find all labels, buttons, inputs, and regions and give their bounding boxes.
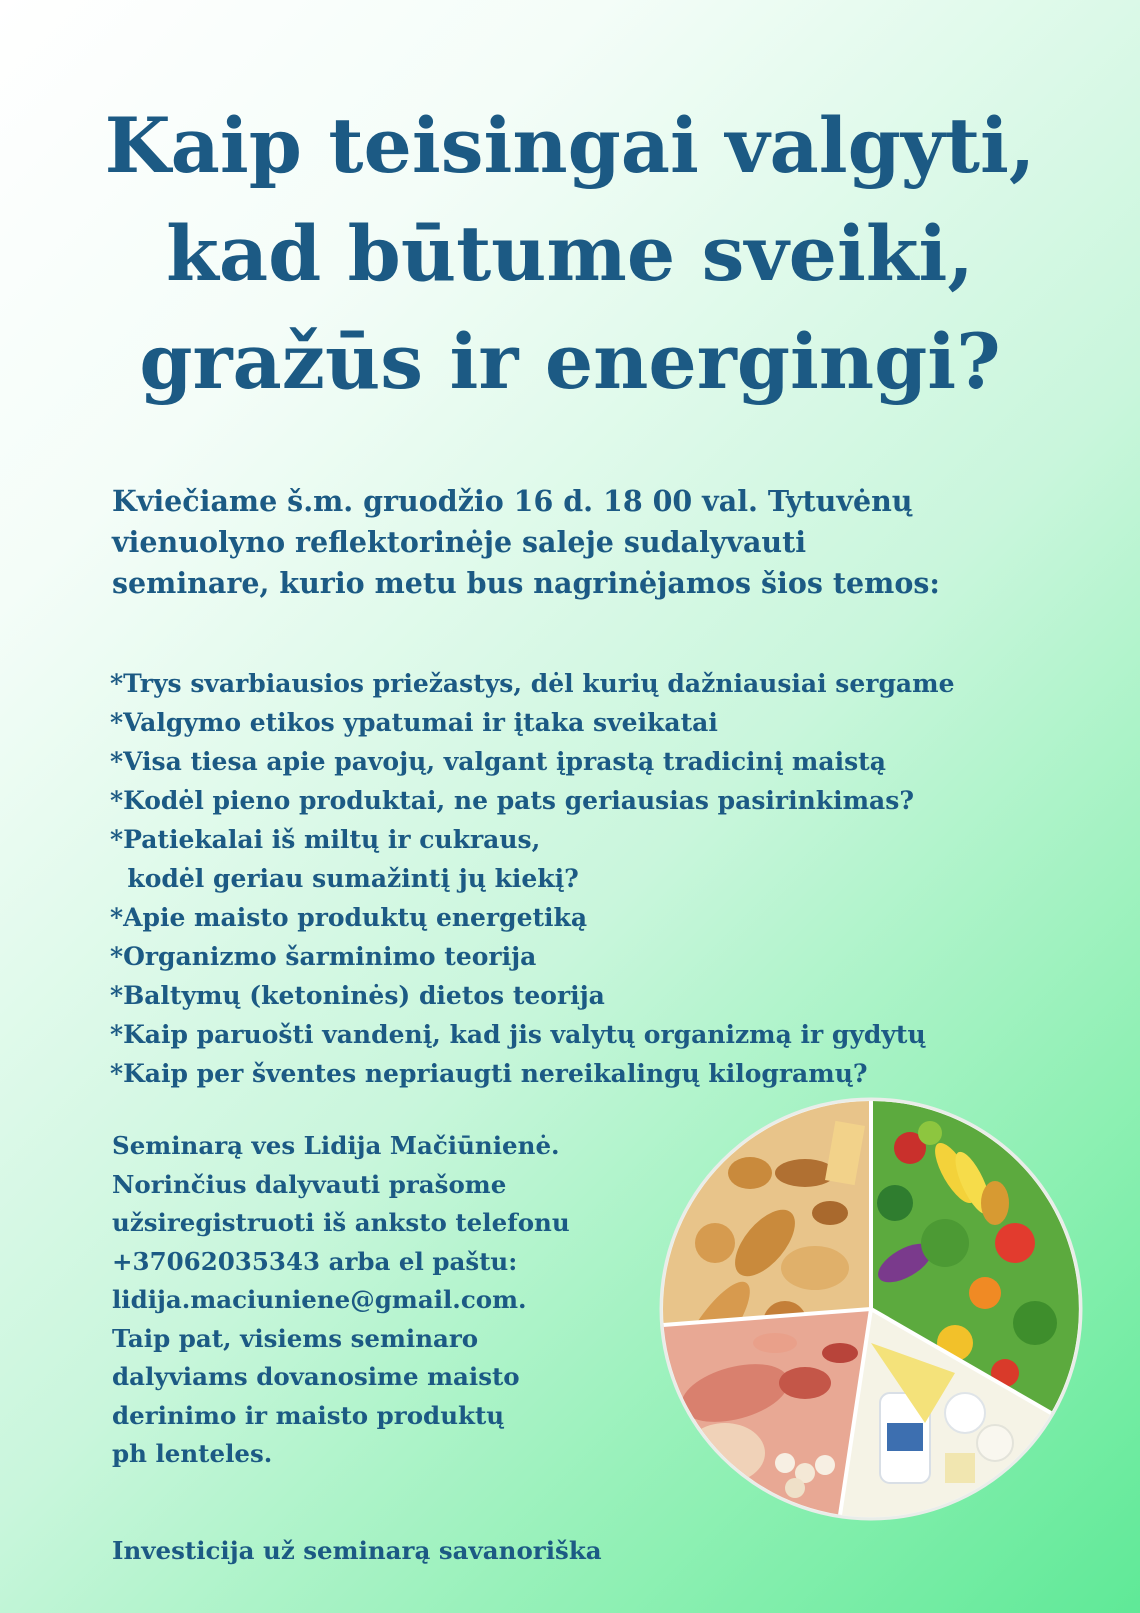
email-line: lidija.maciuniene@gmail.com. xyxy=(112,1285,527,1314)
intro-line: Kviečiame š.m. gruodžio 16 d. 18 00 val. Tytuvėnų xyxy=(112,484,913,518)
phone-line: +37062035343 arba el paštu: xyxy=(112,1246,518,1276)
title-line: Kaip teisingai valgyti, xyxy=(104,101,1036,190)
info-line: Norinčius dalyvauti prašome xyxy=(112,1169,507,1199)
poster-title xyxy=(0,92,1140,416)
topic-item: *Kaip paruošti vandenį, kad jis valytų organizmą ir gydytų xyxy=(110,1020,926,1049)
topic-item: *Apie maisto produktų energetiką xyxy=(110,903,588,932)
topic-item: *Trys svarbiausios priežastys, dėl kurių dažniausiai sergame xyxy=(110,669,955,698)
food-plate-illustration xyxy=(655,1093,1087,1525)
topic-item: *Valgymo etikos ypatumai ir įtaka sveikatai xyxy=(110,708,718,737)
topic-item: *Visa tiesa apie pavojų, valgant įprastą tradicinį maistą xyxy=(110,747,886,776)
topic-item: kodėl geriau sumažintį jų kiekį? xyxy=(110,864,579,893)
info-line: užsiregistruoti iš anksto telefonu xyxy=(112,1208,570,1237)
investment-note: Investicija už seminarą savanoriška xyxy=(112,1536,602,1565)
topic-item: *Patiekalai iš miltų ir cukraus, xyxy=(110,825,541,854)
registration-info xyxy=(112,1127,632,1474)
invitation-text xyxy=(112,481,1112,604)
info-line: Seminarą ves Lidija Mačiūnienė. xyxy=(112,1131,560,1160)
title-line: gražūs ir energingi? xyxy=(139,317,1001,406)
intro-line: seminare, kurio metu bus nagrinėjamos šios temos: xyxy=(112,566,940,600)
protein-section xyxy=(663,1309,871,1515)
topic-item: *Baltymų (ketoninės) dietos teorija xyxy=(110,981,605,1010)
info-line: Taip pat, visiems seminaro xyxy=(112,1323,479,1353)
topic-item: *Organizmo šarminimo teorija xyxy=(110,942,537,971)
info-line: ph lenteles. xyxy=(112,1439,273,1468)
title-line: kad būtume sveiki, xyxy=(166,209,974,298)
topic-list xyxy=(110,664,1120,1093)
info-line: dalyviams dovanosime maisto xyxy=(112,1362,520,1391)
intro-line: vienuolyno reflektorinėje saleje sudalyvauti xyxy=(112,525,807,559)
info-line: derinimo ir maisto produktų xyxy=(112,1400,505,1430)
topic-item: *Kaip per šventes nepriaugti nereikalingų kilogramų? xyxy=(110,1059,868,1088)
topic-item: *Kodėl pieno produktai, ne pats geriausias pasirinkimas? xyxy=(110,786,914,815)
